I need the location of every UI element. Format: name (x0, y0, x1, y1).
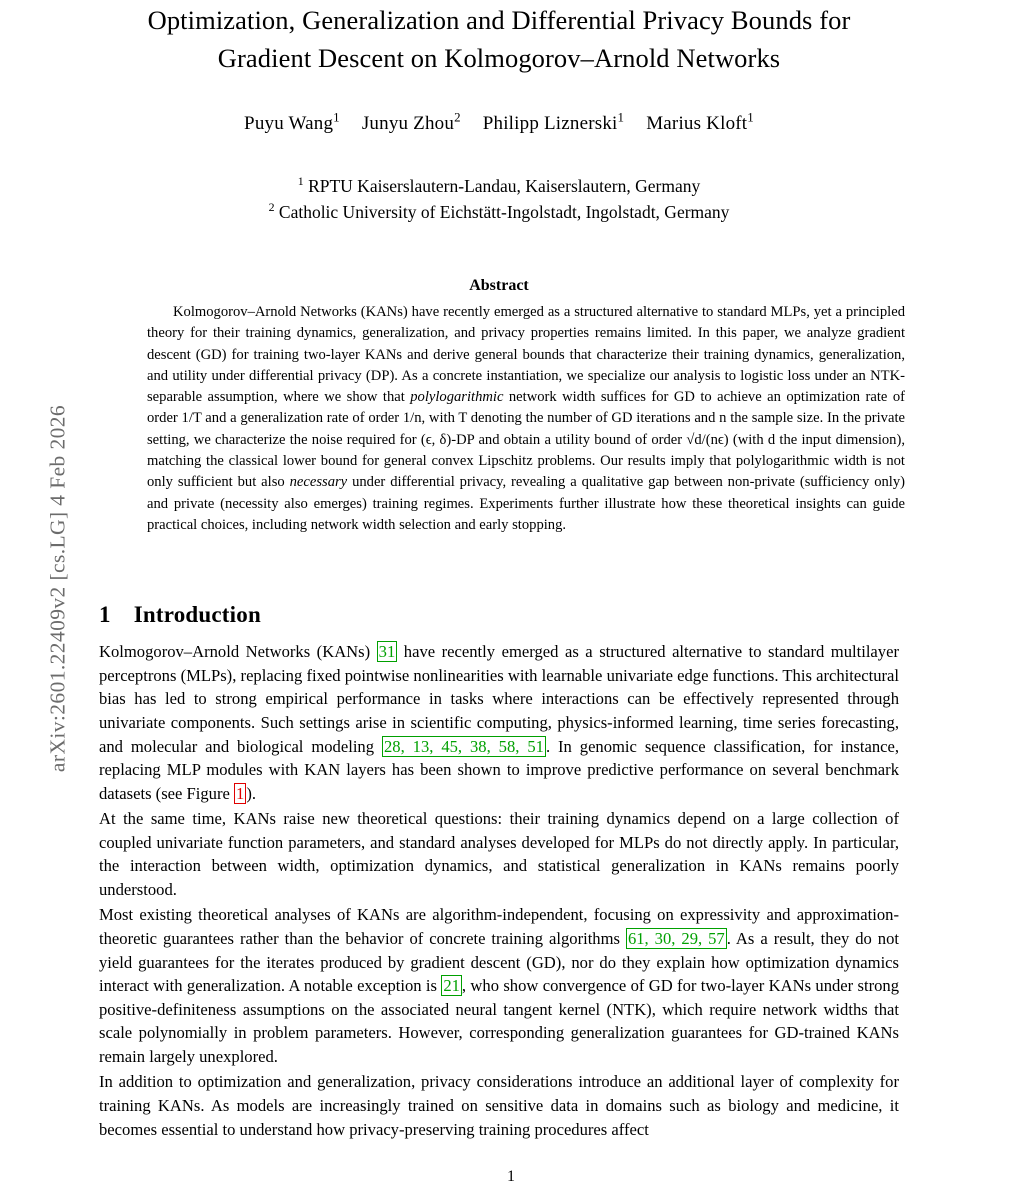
citation-link[interactable]: 61, 30, 29, 57 (627, 929, 725, 948)
intro-text-a3: . In genomic sequence classification, for instance, replacing MLP modules with KAN layers has been shown to improve predictive performance on several benchmark datasets (see Figure (99, 736, 900, 803)
author-list (99, 109, 899, 134)
section-number: 1 (99, 602, 111, 628)
abstract-part-2: network width suffices for GD to achieve an optimization rate of order 1/T and a generalization rate of order 1/n, with T denoting the number of GD iterations and n the sample size. In the private setting, we characterize the noise required for (ϵ, δ)-DP and obtain a utility bound of order √d/(nϵ) (with d the input dimension), matching the classical lower bound for general convex Lipschitz problems. Our results imply that polylogarithmic width is not only sufficient but also (147, 389, 906, 491)
author-name: Marius Kloft (646, 112, 748, 134)
author (646, 109, 754, 134)
author-mark: 1 (617, 109, 625, 125)
intro-text-a2: have recently emerged as a structured alternative to standard multilayer perceptrons (MLPs), replacing fixed pointwise nonlinearities with learnable univariate edge functions. This architectural bias has led to strong empirical performance in tasks where interactions can be effectively represented through univariate components. Such settings arise in scientific computing, physics-informed learning, time series forecasting, and molecular and biological modeling (99, 642, 899, 756)
author (244, 109, 340, 134)
affiliation (99, 173, 899, 199)
author-name: Philipp Liznerski (482, 112, 618, 134)
affiliation-mark: 2 (268, 199, 275, 214)
p3-text-a2: . As a result, they do not yield guarantees for the iterates produced by gradient descent (GD), nor do they explain how optimization dynamics interact with generalization. A notable exception is (99, 929, 900, 996)
affiliation-list (99, 173, 899, 225)
citation-link[interactable]: 28, 13, 45, 38, 58, 51 (383, 736, 544, 756)
section-title: Introduction (133, 602, 261, 628)
page-number: 1 (507, 1168, 515, 1185)
abstract-part-3: under differential privacy, revealing a qualitative gap between non-private (sufficiency only) and private (necessity also emerges) training regimes. Experiments further illustrate how these theoretical insights can guide practical choices, including network width selection and early stopping. (147, 474, 906, 533)
abstract-heading: Abstract (469, 276, 529, 294)
figure-reference-link[interactable]: 1 (236, 783, 245, 803)
paragraph-intro-1 (99, 640, 899, 805)
paragraph-intro-4: In addition to optimization and generalization, privacy considerations introduce an additional layer of complexity for training KANs. As models are increasingly trained on sensitive data in domains such as biology and medicine, it becomes essential to understand how privacy-preserving training procedures affect (99, 1072, 899, 1139)
affiliation-mark: 1 (297, 173, 304, 188)
p3-text-a3: , who show convergence of GD for two-layer KANs under strong positive-definiteness assumptions on the associated neural tangent kernel (NTK), which require network widths that scale polynomially in problem parameters. However, corresponding generalization guarantees for GD-trained KANs remain largely unexplored. (99, 976, 899, 1066)
affiliation-text: Catholic University of Eichstätt-Ingolstadt, Ingolstadt, Germany (274, 201, 730, 222)
title-line-2: Gradient Descent on Kolmogorov–Arnold Networks (217, 42, 781, 73)
paragraph-intro-3 (99, 903, 899, 1068)
intro-text-a4: ). (246, 783, 256, 803)
section-heading-introduction (99, 602, 899, 628)
abstract-italic-1: polylogarithmic (410, 389, 504, 406)
citation-link[interactable]: 31 (378, 642, 396, 662)
author (482, 109, 625, 134)
p3-text-a1: Most existing theoretical analyses of KANs are algorithm-independent, focusing on expressivity and approximation-theoretic guarantees rather than the behavior of concrete training algorithms (99, 905, 899, 948)
author-name: Puyu Wang (244, 112, 334, 134)
page-title (99, 0, 899, 77)
author-mark: 2 (454, 109, 461, 125)
author-name: Junyu Zhou (361, 112, 455, 134)
intro-text-a1: Kolmogorov–Arnold Networks (KANs) (99, 642, 377, 662)
affiliation (99, 199, 899, 225)
abstract-part-1: Kolmogorov–Arnold Networks (KANs) have recently emerged as a structured alternative to standard MLPs, yet a principled theory for their training dynamics, generalization, and privacy properties remains limited. In this paper, we analyze gradient descent (GD) for training two-layer KANs and derive general bounds that characterize their training dynamics, generalization, and utility under differential privacy (DP). As a concrete instantiation, we specialize our analysis to logistic loss under an NTK-separable assumption, where we show that (147, 303, 905, 406)
affiliation-text: RPTU Kaiserslautern-Landau, Kaiserslautern, Germany (303, 175, 701, 196)
arxiv-stamp: arXiv:2601.22409v2 [cs.LG] 4 Feb 2026 (45, 404, 70, 773)
paper-content (99, 0, 906, 1141)
author-mark: 1 (747, 109, 754, 125)
paragraph-intro-2: At the same time, KANs raise new theoretical questions: their training dynamics depend on a large collection of coupled univariate function parameters, and standard analyses developed for MLPs do not directly apply. In particular, the interaction between width, optimization dynamics, and statistical generalization in KANs remains poorly understood. (99, 809, 899, 899)
abstract-body (99, 302, 905, 536)
abstract-italic-2: necessary (289, 474, 348, 491)
citation-link[interactable]: 21 (443, 976, 460, 996)
author-mark: 1 (333, 109, 340, 125)
title-line-1: Optimization, Generalization and Differential Privacy Bounds for (147, 5, 851, 35)
author (361, 109, 461, 134)
